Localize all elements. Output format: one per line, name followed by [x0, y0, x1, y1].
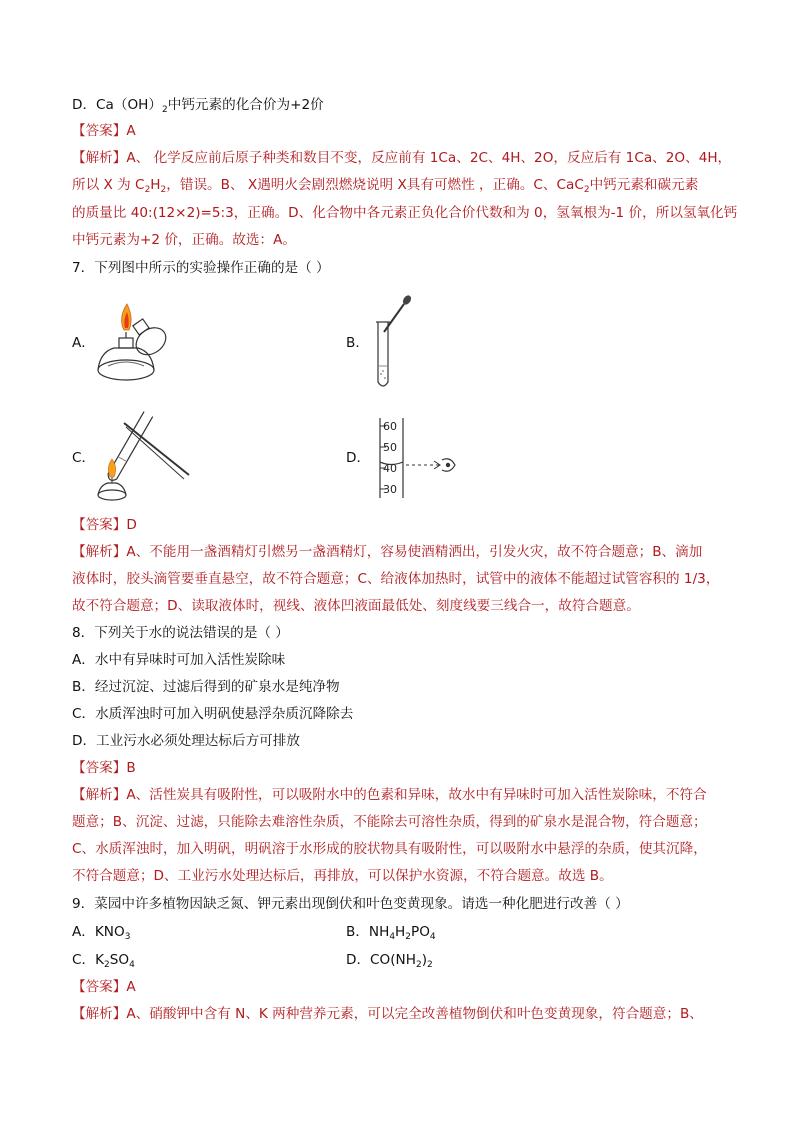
- q9-analysis-line: 【解析】A、硝酸钾中含有 N、K 两种营养元素，可以完全改善植物倒伏和叶色变黄现象，符合题意；B、: [72, 1006, 703, 1022]
- q7-answer: 【答案】D: [72, 517, 137, 533]
- q9-option-c: C．$K_2SO_4$: [72, 952, 135, 970]
- q6-analysis-line: 的质量比 40:(12×2)=5:3，正确。D、化合物中各元素正负化合价代数和为 0，氢氧根为-1 价，所以氢氧化钙: [72, 205, 738, 221]
- q8-analysis-line: 题意；B、沉淀、过滤，只能除去难溶性杂质，不能除去可溶性杂质，得到的矿泉水是混合物，符合题意；: [72, 814, 707, 830]
- q6-option-d: D．$Ca(OH)_2$中钙元素的化合价为+2价: [72, 97, 324, 115]
- q9-answer: 【答案】A: [72, 979, 136, 995]
- q7-option-b-label: B．: [346, 335, 369, 351]
- q8-analysis-line: 【解析】A、活性炭具有吸附性，可以吸附水中的色素和异味，故水中有异味时可加入活性炭除味，不符合: [72, 787, 707, 803]
- q7-analysis-line: 【解析】A、不能用一盏酒精灯引燃另一盏酒精灯，容易使酒精洒出，引发火灾，故不符合题意；B、滴加: [72, 544, 703, 560]
- dropper-test-tube-figure: [372, 294, 422, 394]
- q6-answer: 【答案】A: [72, 123, 136, 139]
- q8-analysis-line: 不符合题意；D、工业污水处理达标后，再排放，可以保护水资源，不符合题意。故选 B。: [72, 868, 613, 884]
- q8-option-c: C．水质浑浊时可加入明矾使悬浮杂质沉降除去: [72, 706, 354, 722]
- q8-stem: 8．下列关于水的说法错误的是（ ）: [72, 625, 289, 641]
- alcohol-lamp-lighting-figure: [94, 300, 174, 385]
- cylinder-tick-label: 60: [383, 420, 397, 433]
- q6-analysis-line: 【解析】A、 化学反应前后原子种类和数目不变，反应前有 1Ca、2C、4H、2O，反应后有 1Ca、2O、4H，: [72, 150, 732, 166]
- heating-test-tube-figure: [94, 405, 194, 505]
- q7-analysis-line: 故不符合题意；D、读取液体时，视线、液体凹液面最低处、刻度线要三线合一，故符合题意。: [72, 598, 640, 614]
- q9-option-d: D．$CO(NH_2)_2$: [346, 952, 433, 970]
- q8-analysis-line: C、水质浑浊时，加入明矾，明矾溶于水形成的胶状物具有吸附性，可以吸附水中悬浮的杂质，使其沉降，: [72, 841, 707, 857]
- cylinder-tick-label: 30: [383, 483, 397, 496]
- q8-option-a: A．水中有异味时可加入活性炭除味: [72, 652, 286, 668]
- q7-option-d-label: D．: [346, 450, 371, 466]
- cylinder-tick-label: 40: [383, 462, 397, 475]
- q9-option-b: B．$NH_4H_2PO_4$: [346, 924, 436, 942]
- graduated-cylinder-reading-figure: [376, 416, 466, 501]
- q9-option-a: A．$KNO_3$: [72, 924, 131, 942]
- q6-analysis-line: 所以 X 为 $C_2H_2$，错误。B、 X遇明火会剧烈燃烧说明 X具有可燃性 ，正确。C、CaC$_2$中钙元素和碳元素: [72, 177, 699, 195]
- cylinder-tick-label: 50: [383, 441, 397, 454]
- q9-stem: 9．菜园中许多植物因缺乏氮、钾元素出现倒伏和叶色变黄现象。请选一种化肥进行改善（ ）: [72, 896, 629, 912]
- q8-option-b: B．经过沉淀、过滤后得到的矿泉水是纯净物: [72, 679, 340, 695]
- q7-option-a-label: A．: [72, 335, 95, 351]
- q8-answer: 【答案】B: [72, 760, 136, 776]
- q7-option-c-label: C．: [72, 450, 96, 466]
- q7-stem: 7．下列图中所示的实验操作正确的是（ ）: [72, 260, 330, 276]
- q6-analysis-line: 中钙元素为+2 价，正确。故选：A。: [72, 232, 296, 248]
- q7-analysis-line: 液体时，胶头滴管要垂直悬空，故不符合题意；C、给液体加热时，试管中的液体不能超过试管容积的 1/3，: [72, 571, 720, 587]
- q8-option-d: D．工业污水必须处理达标后方可排放: [72, 733, 300, 749]
